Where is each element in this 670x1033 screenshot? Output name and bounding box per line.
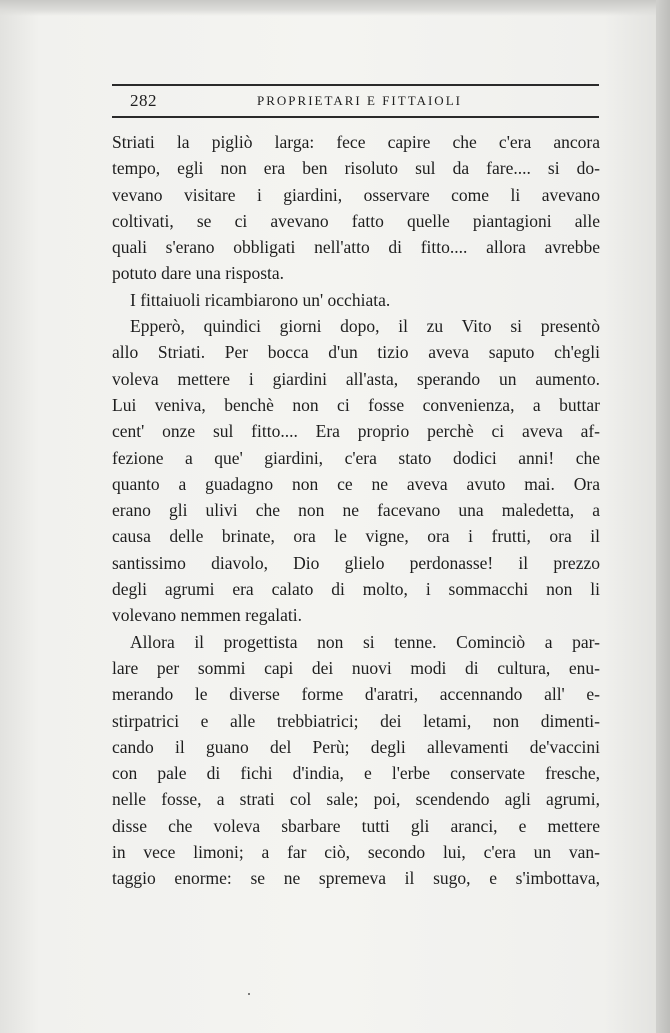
ink-speck: [248, 993, 250, 995]
text-line: nelle fosse, a strati col sale; poi, scendendo agli agrumi,: [112, 789, 600, 810]
text-line: Allora il progettista non si tenne. Cominciò a par-: [130, 631, 600, 652]
text-line: taggio enorme: se ne spremeva il sugo, e s'imbottava,: [112, 868, 600, 889]
text-line: vevano visitare i giardini, osservare come li avevano: [112, 184, 600, 205]
text-line: coltivati, se ci avevano fatto quelle piantagioni alle: [112, 210, 600, 231]
running-title: PROPRIETARI E FITTAIOLI: [257, 93, 462, 108]
body-text: [112, 129, 600, 892]
text-line: santissimo diavolo, Dio glielo perdonasse! il prezzo: [112, 552, 600, 573]
text-line: potuto dare una risposta.: [112, 263, 285, 284]
text-line: stirpatrici e alle trebbiatrici; dei letami, non dimenti-: [112, 710, 600, 731]
text-line: cent' onze sul fitto.... Era proprio perchè ci aveva af-: [112, 421, 600, 442]
text-line: con pale di fichi d'india, e l'erbe conservate fresche,: [112, 763, 600, 784]
running-header: [112, 91, 599, 113]
header-rule-bottom: [112, 116, 599, 118]
text-line: Epperò, quindici giorni dopo, il zu Vito si presentò: [130, 316, 600, 337]
text-line: causa delle brinate, ora le vigne, ora i frutti, ora il: [112, 526, 600, 547]
text-line: cando il guano del Perù; degli allevamenti de'vaccini: [112, 736, 600, 757]
text-line: degli agrumi era calato di molto, i sommacchi non li: [112, 579, 600, 600]
text-line: quali s'erano obbligati nell'atto di fitto.... allora avrebbe: [112, 237, 600, 258]
text-line: disse che voleva sbarbare tutti gli aranci, e mettere: [112, 815, 600, 836]
text-line: Lui veniva, benchè non ci fosse convenienza, a buttar: [112, 394, 600, 415]
text-line: merando le diverse forme d'aratri, accennando all' e-: [112, 684, 600, 705]
text-line: voleva mettere i giardini all'asta, sperando un aumento.: [112, 368, 600, 389]
page-number: 282: [130, 91, 157, 110]
text-line: fezione a que' giardini, c'era stato dodici anni! che: [112, 447, 600, 468]
text-line: tempo, egli non era ben risoluto sul da fare.... si do-: [112, 158, 600, 179]
header-rule-top: [112, 84, 599, 86]
text-line: Striati la pigliò larga: fece capire che c'era ancora: [112, 132, 600, 152]
text-line: in vece limoni; a far ciò, secondo lui, c'era un van-: [112, 842, 600, 863]
text-line: erano gli ulivi che non ne facevano una maledetta, a: [112, 500, 600, 521]
page-edge: [656, 0, 670, 1033]
page-top-shadow: [0, 0, 656, 16]
text-line: I fittaiuoli ricambiarono un' occhiata.: [130, 289, 391, 310]
text-line: lare per sommi capi dei nuovi modi di cultura, enu-: [112, 657, 600, 678]
text-line: allo Striati. Per bocca d'un tizio aveva saputo ch'egli: [112, 342, 600, 363]
text-line: quanto a guadagno non ce ne aveva avuto mai. Ora: [112, 473, 600, 494]
text-line: volevano nemmen regalati.: [112, 605, 302, 626]
